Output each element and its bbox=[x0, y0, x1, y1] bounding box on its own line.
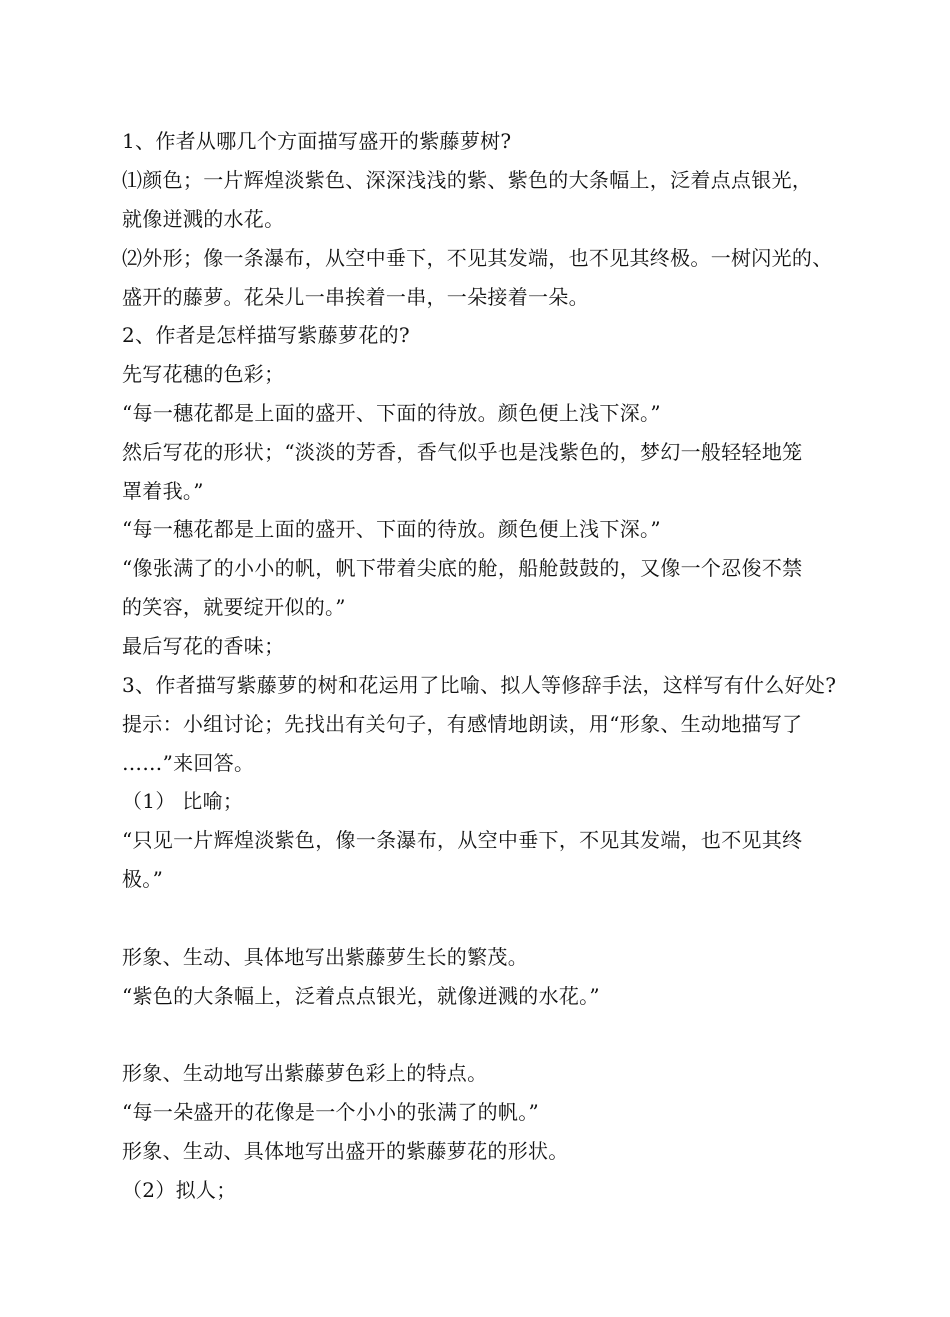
answer-shape: ⑵外形；像一条瀑布，从空中垂下，不见其发端，也不见其终极。一树闪光的、 bbox=[122, 246, 833, 270]
text-line: 罩着我。” bbox=[122, 479, 204, 503]
text-line: 先写花穗的色彩； bbox=[122, 362, 285, 386]
answer-color-cont: 就像迸溅的水花。 bbox=[122, 207, 285, 231]
question-3: 3、作者描写紫藤萝的树和花运用了比喻、拟人等修辞手法，这样写有什么好处? bbox=[122, 673, 837, 697]
hint-line-cont: ……”来回答。 bbox=[122, 751, 255, 775]
text-line: 然后写花的形状；“淡淡的芳香，香气似乎也是浅紫色的，梦幻一般轻轻地笼 bbox=[122, 440, 803, 464]
subheading-metaphor: （1） 比喻； bbox=[122, 789, 244, 813]
answer-color: ⑴颜色；一片辉煌淡紫色、深深浅浅的紫、紫色的大条幅上，泛着点点银光， bbox=[122, 168, 813, 192]
quote-line-cont: 极。” bbox=[122, 867, 164, 891]
quote-line: “只见一片辉煌淡紫色，像一条瀑布，从空中垂下，不见其发端，也不见其终 bbox=[122, 828, 803, 852]
explanation-line: 形象、生动、具体地写出盛开的紫藤萝花的形状。 bbox=[122, 1139, 569, 1163]
quote-line: “每一穗花都是上面的盛开、下面的待放。颜色便上浅下深。” bbox=[122, 517, 661, 541]
quote-line-cont: 的笑容，就要绽开似的。” bbox=[122, 595, 346, 619]
question-2: 2、作者是怎样描写紫藤萝花的? bbox=[122, 323, 410, 347]
question-1: 1、作者从哪几个方面描写盛开的紫藤萝树? bbox=[122, 129, 512, 153]
quote-line: “每一朵盛开的花像是一个小小的张满了的帆。” bbox=[122, 1100, 540, 1124]
answer-shape-cont: 盛开的藤萝。花朵儿一串挨着一串，一朵接着一朵。 bbox=[122, 285, 589, 309]
quote-line: “紫色的大条幅上，泛着点点银光，就像迸溅的水花。” bbox=[122, 984, 600, 1008]
quote-line: “像张满了的小小的帆，帆下带着尖底的舱，船舱鼓鼓的，又像一个忍俊不禁 bbox=[122, 556, 803, 580]
quote-line: “每一穗花都是上面的盛开、下面的待放。颜色便上浅下深。” bbox=[122, 401, 661, 425]
text-line: 最后写花的香味； bbox=[122, 634, 285, 658]
subheading-personification: （2）拟人； bbox=[122, 1178, 237, 1202]
explanation-line: 形象、生动、具体地写出紫藤萝生长的繁茂。 bbox=[122, 945, 528, 969]
explanation-line: 形象、生动地写出紫藤萝色彩上的特点。 bbox=[122, 1061, 488, 1085]
hint-line: 提示：小组讨论；先找出有关句子，有感情地朗读，用“形象、生动地描写了 bbox=[122, 712, 803, 736]
